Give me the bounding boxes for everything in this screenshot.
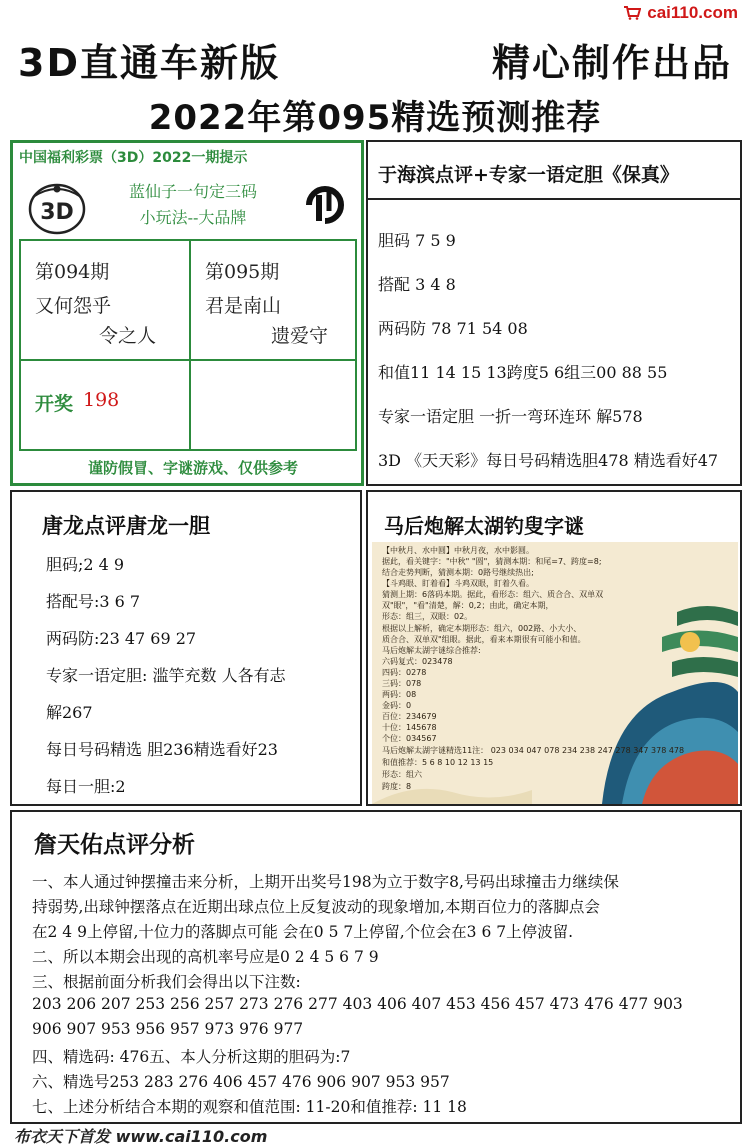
draw-label: 开奖 bbox=[35, 393, 74, 415]
analysis-line: 二、所以本期会出现的高机率号应是0 2 4 5 6 7 9 bbox=[32, 948, 379, 966]
header-right-title: 精心制作出品 bbox=[491, 40, 732, 85]
expert-tang-line: 两码防:23 47 69 27 bbox=[46, 629, 197, 648]
expert-yu-line: 专家一语定胆 一折一弯环连环 解578 bbox=[378, 407, 643, 426]
riddle-line: 【斗鸡眼、盯着看】斗鸡双眼，盯着久看。 bbox=[382, 579, 534, 588]
riddle-line: 跨度：8 bbox=[382, 782, 412, 791]
riddle-panel bbox=[366, 490, 742, 806]
page-title: 2022年第095精选预测推荐 bbox=[148, 98, 602, 138]
riddle-line: 金码：0 bbox=[382, 701, 412, 710]
analysis-line: 在2 4 9上停留,十位力的落脚点可能 会在0 5 7上停留,个位会在3 6 7上停波留. bbox=[32, 923, 574, 941]
analysis-title: 詹天佑点评分析 bbox=[34, 831, 195, 858]
riddle-line: 三码：078 bbox=[382, 679, 422, 688]
riddle-line: 结合走势判断，猜测本期：0路号继续热出; bbox=[382, 568, 534, 577]
analysis-line: 906 907 953 956 957 973 976 977 bbox=[32, 1020, 304, 1038]
expert-yu-line: 3D 《天天彩》每日号码精选胆478 精选看好47 bbox=[378, 451, 719, 470]
expert-yu-line: 和值11 14 15 13跨度5 6组三00 88 55 bbox=[378, 363, 668, 382]
3d-logo-icon bbox=[27, 177, 87, 237]
riddle-line: 质合合、双单双"组眼。据此，看来本期很有可能小和值。 bbox=[382, 635, 586, 644]
riddle-line: 马后炮解太湖字谜综合推荐: bbox=[382, 646, 481, 655]
analysis-line: 持弱势,出球钟摆落点在近期出球点位上反复波动的现象增加,本期百位力的落脚点会 bbox=[32, 898, 600, 916]
riddle-line: 形态：组三，双眼：02。 bbox=[382, 612, 473, 621]
lottery-card bbox=[10, 140, 364, 486]
header-subtitle-row bbox=[0, 90, 750, 138]
expert-yu-divider bbox=[368, 198, 740, 200]
expert-tang-line: 胆码;2 4 9 bbox=[46, 555, 125, 574]
riddle-line: 根据以上解析，确定本期形态：组六，002路、小大小、 bbox=[382, 624, 582, 633]
expert-tang-line: 专家一语定胆: 滥竽充数 人各有志 bbox=[46, 666, 286, 685]
welfare-lottery-emblem-icon bbox=[301, 181, 349, 229]
header-row bbox=[18, 34, 732, 84]
prev-issue-label: 第094期 bbox=[35, 261, 110, 283]
analysis-line: 一、本人通过钟摆撞击来分析，上期开出奖号198为立于数字8,号码出球撞击力继续保 bbox=[32, 873, 619, 891]
card-footer: 谨防假冒、字谜游戏、仅供参考 bbox=[87, 459, 298, 477]
logo-text: 3D bbox=[40, 200, 74, 225]
analysis-line: 203 206 207 253 256 257 273 276 277 403 406 407 453 456 457 473 476 477 903 bbox=[32, 995, 683, 1013]
expert-yu-line: 胆码 7 5 9 bbox=[378, 231, 456, 250]
riddle-line: 四码：0278 bbox=[382, 668, 427, 677]
card-slogan-line1: 蓝仙子一句定三码 bbox=[128, 182, 257, 201]
cur-riddle-line2: 遗爱守 bbox=[271, 325, 329, 347]
expert-tang-panel bbox=[10, 490, 362, 806]
grid-divider-vertical bbox=[189, 241, 191, 451]
header-left-title: 3D直通车新版 bbox=[18, 40, 280, 85]
grid-divider-horizontal bbox=[21, 359, 355, 361]
expert-tang-line: 搭配号:3 6 7 bbox=[46, 592, 141, 611]
expert-yu-title: 于海滨点评+专家一语定胆《保真》 bbox=[378, 164, 679, 186]
expert-tang-line: 每日号码精选 胆236精选看好23 bbox=[46, 740, 278, 759]
cur-riddle-line1: 君是南山 bbox=[205, 295, 282, 317]
riddle-artwork bbox=[372, 542, 738, 804]
riddle-line: 百位：234679 bbox=[382, 712, 437, 721]
footer-credit: 布衣天下首发 www.cai110.com bbox=[14, 1127, 268, 1144]
riddle-line: 据此，看关键字："中秋" "圆"，猜测本期：和尾=7、跨度=8; bbox=[382, 557, 602, 566]
riddle-line: 猜测上期：6落码本期。据此，看形态：组六、质合合、双单双 bbox=[382, 590, 604, 599]
prev-riddle-line1: 又何怨乎 bbox=[35, 295, 112, 317]
analysis-line: 七、上述分析结合本期的观察和值范围: 11-20和值推荐: 11 18 bbox=[32, 1098, 467, 1116]
card-grid bbox=[19, 239, 357, 451]
riddle-line: 个位：034567 bbox=[382, 734, 437, 743]
riddle-title: 马后炮解太湖钓叟字谜 bbox=[384, 514, 584, 538]
cart-icon bbox=[623, 6, 641, 20]
riddle-line: 和值推荐：5 6 8 10 12 13 15 bbox=[382, 758, 494, 767]
riddle-line: 马后炮解太湖字谜精选11注： 023 034 047 078 234 238 247 278 347 378 478 bbox=[382, 746, 685, 755]
riddle-line: 两码：08 bbox=[382, 690, 417, 699]
analysis-panel bbox=[10, 810, 742, 1124]
riddle-line: 【中秋月、水中圆】中秋月夜，水中影圆。 bbox=[382, 546, 534, 555]
analysis-line: 六、精选号253 283 276 406 457 476 906 907 953 957 bbox=[32, 1073, 450, 1091]
card-slogan bbox=[93, 179, 293, 231]
card-top-line: 中国福利彩票（3D）2022一期提示 bbox=[19, 150, 248, 166]
expert-yu-panel bbox=[366, 140, 742, 486]
riddle-line: 双"眼"，"看"清楚，解：0,2；由此，确定本期， bbox=[382, 601, 554, 610]
analysis-line: 四、精选码: 476五、本人分析这期的胆码为:7 bbox=[32, 1048, 351, 1066]
expert-tang-line: 解267 bbox=[46, 703, 93, 722]
cur-issue-label: 第095期 bbox=[205, 261, 280, 283]
expert-yu-line: 搭配 3 4 8 bbox=[378, 275, 456, 294]
card-slogan-line2: 小玩法--大品牌 bbox=[139, 208, 247, 227]
expert-yu-line: 两码防 78 71 54 08 bbox=[378, 319, 528, 338]
expert-tang-title: 唐龙点评唐龙一胆 bbox=[42, 513, 210, 538]
prev-riddle-line2: 令之人 bbox=[99, 325, 157, 347]
analysis-line: 三、根据前面分析我们会得出以下注数: bbox=[32, 973, 301, 991]
expert-tang-line: 每日一胆:2 bbox=[46, 777, 126, 796]
riddle-line: 六码复式：023478 bbox=[382, 657, 453, 666]
draw-value: 198 bbox=[83, 389, 120, 411]
riddle-line: 十位：145678 bbox=[382, 723, 437, 732]
site-url[interactable]: cai110.com bbox=[647, 3, 738, 22]
site-banner bbox=[590, 0, 750, 26]
riddle-line: 形态：组六 bbox=[382, 770, 422, 779]
